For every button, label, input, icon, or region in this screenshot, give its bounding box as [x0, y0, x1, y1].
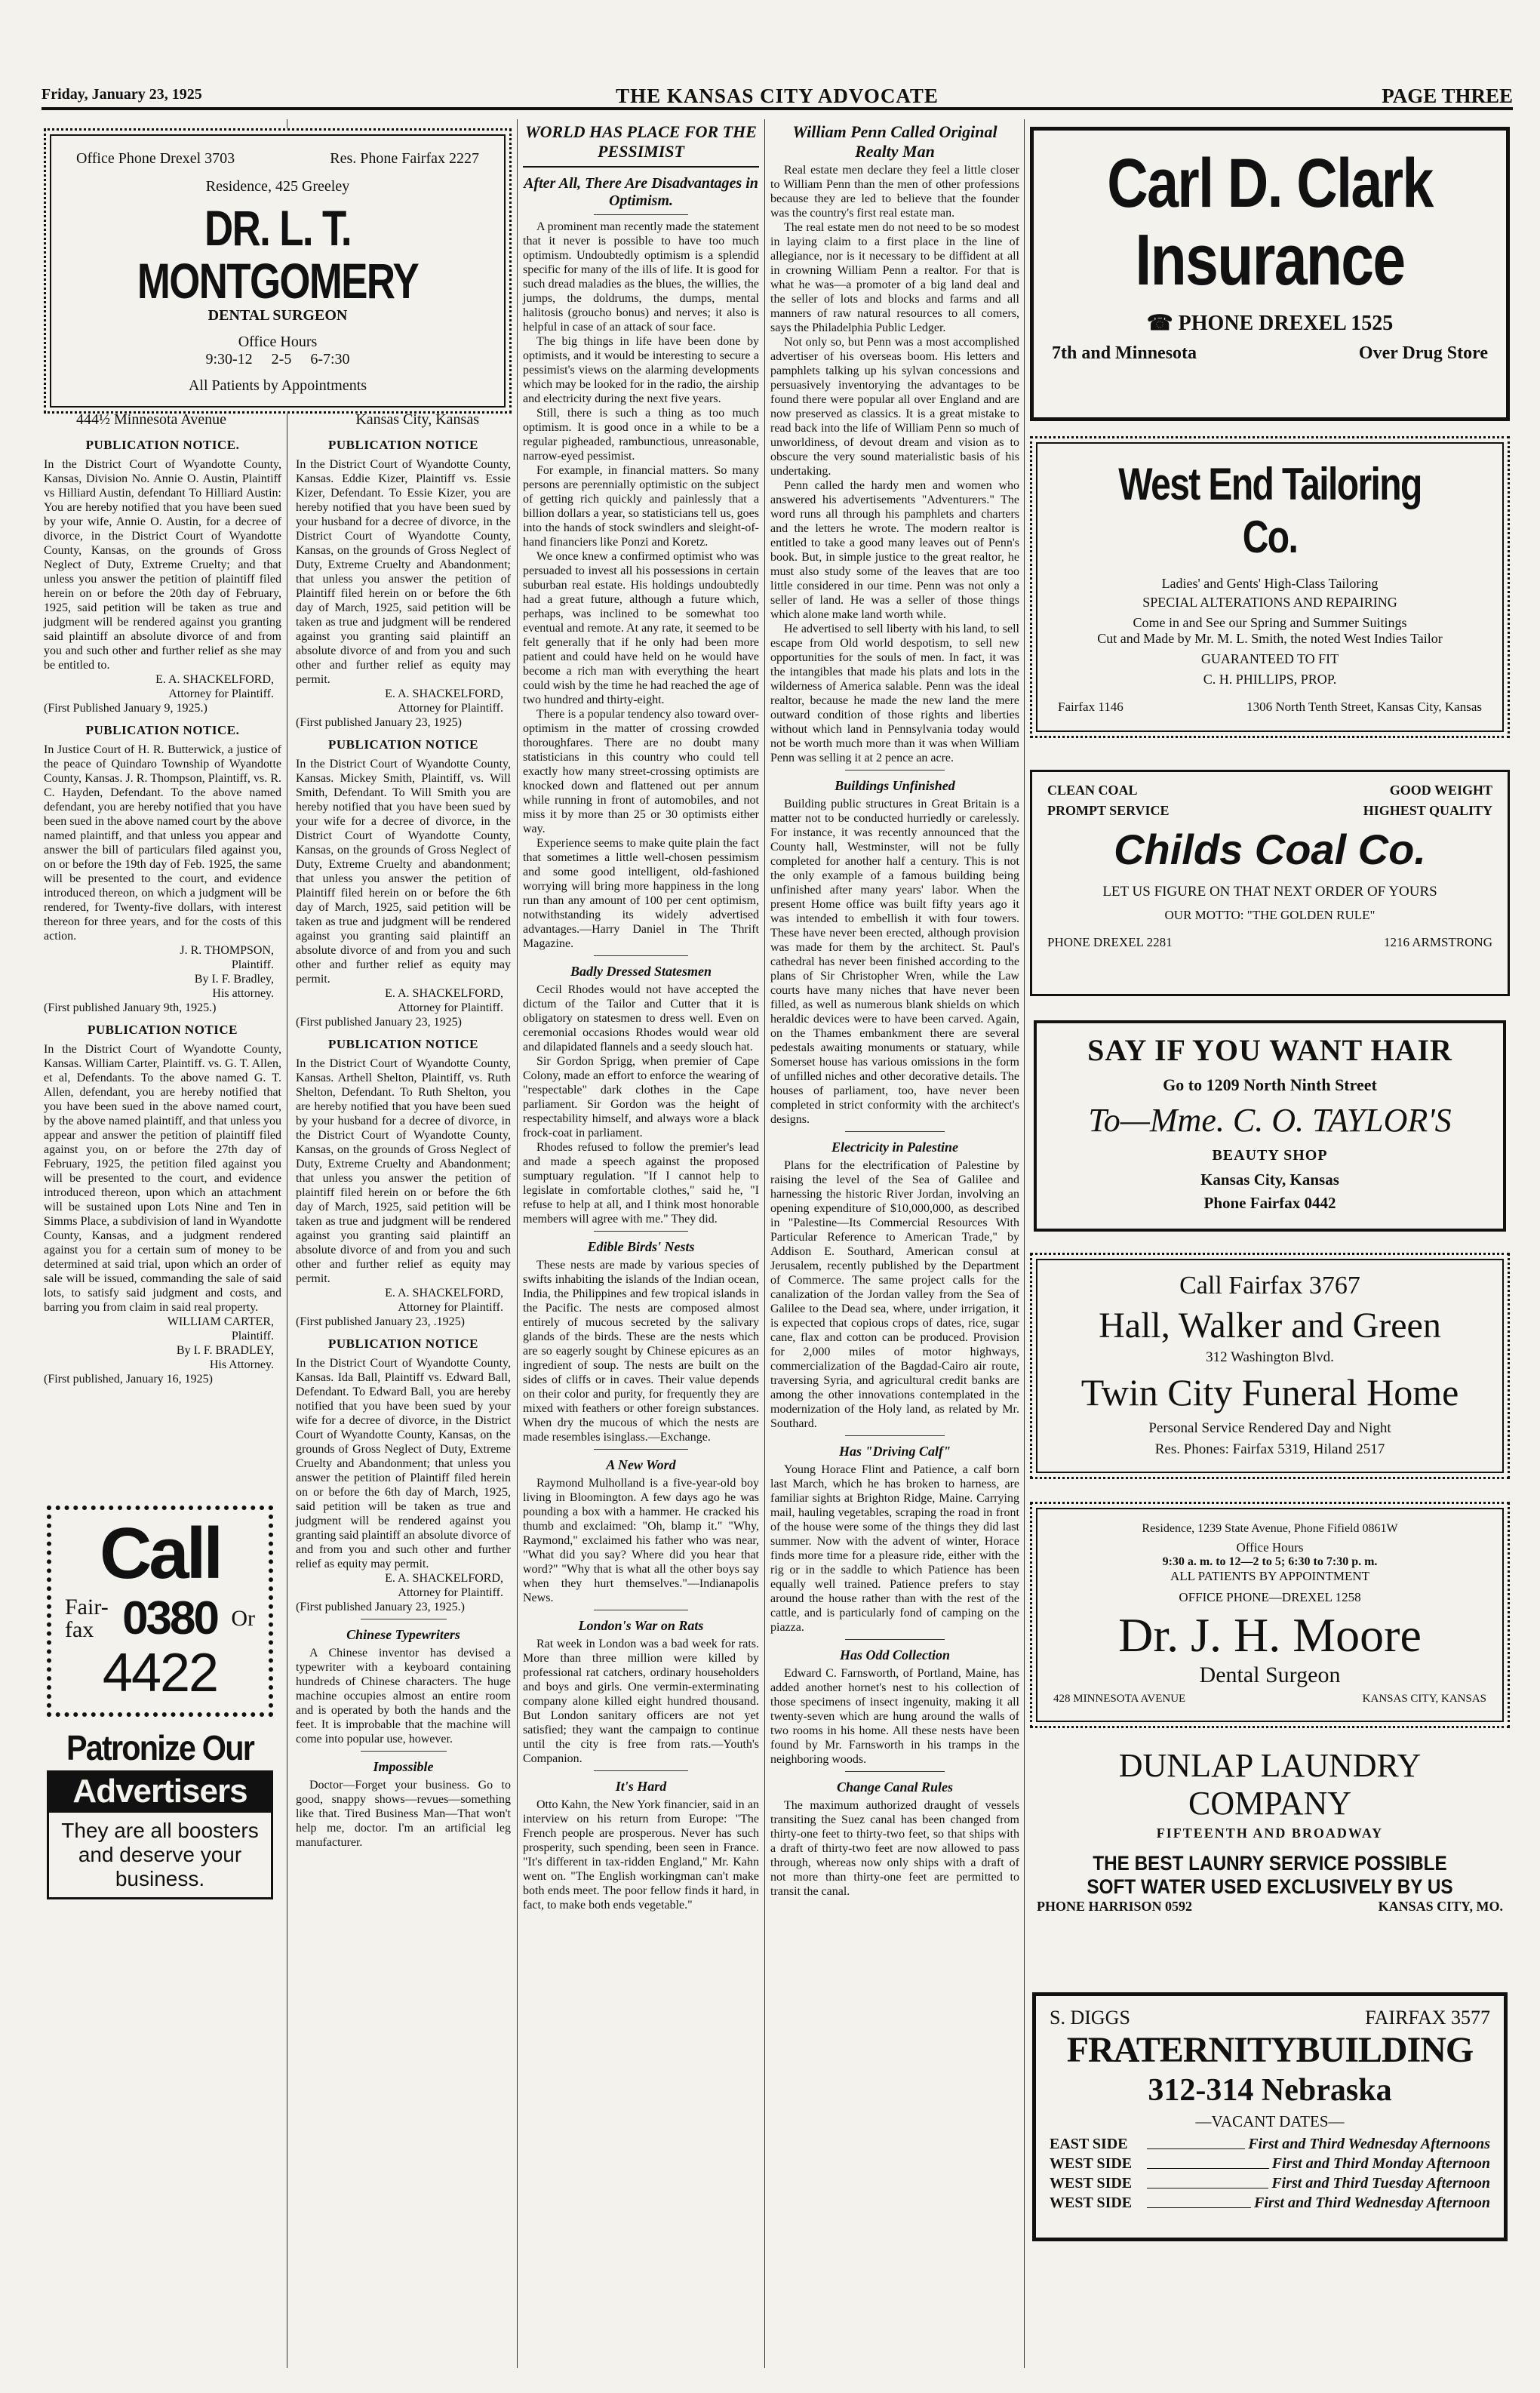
phone-4422: 4422	[102, 1643, 218, 1703]
article-odd-collection: Has Odd Collection Edward C. Farnsworth, of Portland, Maine, has added another hornet's nest to his collection of those specimens of insect ingenuity, making it all twenty-seven which are hung around the walls of two rooms in his home. All these nests have been found by Mr. Farnsworth in his tramps in the neighboring woods.	[770, 1647, 1019, 1766]
funeral-service: Personal Service Rendered Day and Night	[1148, 1420, 1391, 1436]
childs-name: Childs Coal Co.	[1114, 826, 1426, 873]
childs-ml: PROMPT SERVICE	[1047, 803, 1170, 818]
clark-insurance-ad	[1030, 127, 1510, 421]
article-pessimist: WORLD HAS PLACE FOR THE PESSIMIST After All, There Are Disadvantages in Optimism. A prominent man recently made the statement that it never is possible to have too much optimism. Undoubtedly optimism is a splendid specific for many of the ills of life. It is good for such dread maladies as the blues, the willies, the jumps, the doldrums, the dumps, mental halitosis (groucho bonus) and nerves; it also is helpful in case of an attack of sour face. The big things in life have been done by optimists, and it would be interesting to secure a pessimist's views on the alarming developments which may be looked for in the radio, the airship and electricity during the next five years. Still, there is such a thing as too much optimism. It is good once in a while to be a regular pigheaded, rambunctious, unreasonable, narrow-eyed pessimist. For example, in financial matters. So many persons are perennially optimistic on the subject of getting rich quickly and painlessly that a billion dollars a year, so statisticians tell us, goes into the hands of stock swindlers and sleight-of-hand financiers like Ponzi and Koretz. We once knew a confirmed optimist who was persuaded to invest all his possessions in certain suburban real estate. His holdings undoubtedly had a great future, although a future which, perhaps, was inclined to be somewhat too eventual and remote. At any rate, it seemed to be felt generally that if he only had been more patient and could have held on he would have become a rich man with everything the heart could wish by the time he had reached the age of two hundred and thirty-eight. There is a popular tendency also toward over-optimism in the matter of crossing crowded thoroughfares. There are no doubt many statisticians in this country who could tell exactly how many street-crossing optimists are knocked down and flattened out per annum while running in front of automobiles, and not miss it by more than 25 or 30 optimists either way. Experience seems to make quite plain the fact that sometimes a little well-chosen pessimism and some good intelligent, old-fashioned worrying will bring more happiness in the long run than any amount of 100 per cent optimism, notwithstanding its widely advertised advantages.—Harry Daniel in The Thrift Magazine.	[523, 122, 760, 950]
notice-smith: PUBLICATION NOTICE In the District Court of Wyandotte County, Kansas. Mickey Smith, Plaintiff, vs. Will Smith, Defendant. To Will Smith you are hereby notified that you have been sued by your wife for a decree of divorce, in the District Court of Wyandotte County, Kansas, on the grounds of Gross Neglect of Duty, Extreme Cruelty and abandonment; that unless you answer the petition of Plaintiff filed herein on or before the 6th day of March, 1925, said petition will be taken as true and judgment will be rendered against you granting said plaintiff an absolute divorce of and from you and such other and further relief as equity may permit. E. A. SHACKELFORD, Attorney for Plaintiff. (First published January 23, 1925)	[296, 737, 511, 1029]
moore-name: Dr. J. H. Moore	[1118, 1608, 1422, 1662]
taylor-shop: BEAUTY SHOP	[1212, 1147, 1328, 1164]
article-statesmen: Badly Dressed Statesmen Cecil Rhodes would not have accepted the dictum of the Tailor and Cutter that it is obligatory on statesmen to dress well. Even on ceremonial occasions Rhodes would wear old and dilapidated flannels and a seedy slouch hat. Sir Gordon Sprigg, when premier of Cape Colony, made an effort to enforce the wearing of "respectable" dark clothes in the Cape parliament. Sir Gordon was the height of respectability himself, and always wore a black frock-coat in parliament. Rhodes refused to follow the premier's lead and made a speech against the proposed sumptuary regulation. "If I cannot help to legislate in comfortable clothes," said he, "I refuse to help at all, and I think most honorable members will agree with me." They did.	[523, 964, 759, 1226]
montgomery-ad	[44, 128, 512, 428]
moore-hours: 9:30 a. m. to 12—2 to 5; 6:30 to 7:30 p. m.	[1162, 1555, 1378, 1568]
funeral-call: Call Fairfax 3767	[1179, 1272, 1360, 1300]
article-palestine: Electricity in Palestine Plans for the electrification of Palestine by raising the level of the Sea of Galilee and harnessing the historic River Jordan, involving an opening expenditure of $10,000,000, as described in "Palestine—Its Commercial Resources With Particular Reference to American Trade," by Addison E. Southard, American consul at Jerusalem, recently published by the Department of Commerce. The same project calls for the canalization of the Jordan valley from the Sea of Galilee to the Dead sea, where, under irrigation, it is expected that copious crops of dates, rice, sugar cane, flax and cotton can be produced. Provision for 2,000 miles of motor highways, commercialization of the Bagdad-Cairo air route, traversing Syria, and agricultural credit banks are among the other innovations contemplated in the modernization of the Holy land, as related by Mr. Southard.	[770, 1140, 1019, 1430]
childs-phone: PHONE DREXEL 2281	[1047, 935, 1173, 949]
funeral-phones: Res. Phones: Fairfax 5319, Hiland 2517	[1154, 1441, 1385, 1457]
taylor-beauty-ad	[1034, 1020, 1506, 1232]
funeral-home: Twin City Funeral Home	[1080, 1371, 1459, 1413]
clark-address: 7th and Minnesota	[1052, 343, 1197, 363]
taylor-city: Kansas City, Kansas	[1200, 1170, 1339, 1189]
childs-tl: CLEAN COAL	[1047, 783, 1138, 798]
boosters-text: They are all boosters and deserve your business.	[47, 1813, 273, 1899]
moore-residence: Residence, 1239 State Avenue, Phone Fifield 0861W	[1142, 1522, 1398, 1535]
dunlap-line1: DUNLAP LAUNDRY	[1118, 1747, 1422, 1784]
dunlap-line2: COMPANY	[1188, 1785, 1351, 1822]
residence-address: Residence, 425 Greeley	[205, 178, 350, 195]
patronize-heading: Patronize Our	[66, 1728, 254, 1767]
or-word: Or	[231, 1605, 255, 1631]
fraternity-address: 312-314 Nebraska	[1148, 2073, 1392, 2108]
funeral-name: Hall, Walker and Green	[1099, 1306, 1441, 1346]
patronize-ad	[47, 1728, 273, 1917]
childs-mr: HIGHEST QUALITY	[1363, 803, 1492, 818]
clark-insurance: Insurance	[1135, 220, 1405, 300]
west-end-tailoring-ad	[1030, 436, 1510, 738]
fraternity-left: S. DIGGS	[1050, 2007, 1130, 2029]
article-canal: Change Canal Rules The maximum authorized draught of vessels transiting the Suez canal has been changed from thirty-one feet to thirty-two feet, so that ships with a draft of thirty-two feet are now allowed to pass through, whereas now only ships with a draft of not more than thirty-one feet are permitted to transit the canal.	[770, 1779, 1019, 1898]
appointments: All Patients by Appointments	[188, 377, 367, 394]
office-address: 444½ Minnesota Avenue	[76, 411, 227, 428]
notice-austin: PUBLICATION NOTICE. In the District Court of Wyandotte County, Kansas, Division No. Annie O. Austin, Plaintiff vs Hilliard Austin, defendant To Hilliard Austin: You are hereby notified that you have been sued by your wife, Annie O. Austin, for a decree of divorce, in the District Court of Wyandotte County, Kansas, on the grounds of Gross Neglect of Duty, Extreme Cruelty; and that unless you answer the petition of plaintiff filed herein on or before the 20th day of February, 1925, said petition will be taken as true and judgment will be rendered against you granting said plaintiff an absolute divorce of and from you and such other and further relief as she may be entitled to. E. A. SHACKELFORD, Attorney for Plaintiff. (First Published January 9, 1925.)	[44, 438, 281, 715]
newspaper-title: THE KANSAS CITY ADVOCATE	[616, 85, 939, 107]
funeral-address: 312 Washington Blvd.	[1206, 1349, 1334, 1365]
residence-phone: Res. Phone Fairfax 2227	[330, 150, 479, 167]
separator	[845, 1435, 945, 1436]
dunlap-phone: PHONE HARRISON 0592	[1037, 1899, 1193, 1914]
column-4-articles	[770, 119, 1019, 2372]
page-number: PAGE THREE	[1382, 85, 1513, 107]
list-item: WEST SIDE First and Third Tuesday Afternoon	[1050, 2175, 1490, 2192]
fraternity-vacant: —VACANT DATES—	[1195, 2112, 1345, 2130]
west-end-line6: C. H. PHILLIPS, PROP.	[1203, 672, 1337, 687]
article-new-word: A New Word Raymond Mulholland is a five-year-old boy living in Bloomington. A few days ago he was pounding a box with a hammer. He cracked his thumb and exclaimed: "Oh, blamp it." "Why, Raymond," exclaimed his father who was near, "What did you say? Where did you hear that word?" "Why that is what all the other boys say when they hurt themselves."—Indianapolis News.	[523, 1457, 759, 1604]
childs-motto: OUR MOTTO: "THE GOLDEN RULE"	[1164, 908, 1376, 922]
headline: WORLD HAS PLACE FOR THE PESSIMIST	[525, 122, 757, 161]
dentist-name: DR. L. T. MONTGOMERY	[137, 200, 419, 309]
article-its-hard: It's Hard Otto Kahn, the New York financier, said in an interview on his return from Europe: "The French people are prosperous. Never has such prosperity, such spending, been seen in France. "It's different in tax-ridden England," Mr. Kahn went on. "The English workingman can't make both ends meet. The poor fellow finds it hard, in fact, to make both ends vegetable."	[523, 1779, 759, 1912]
list-item: EAST SIDE First and Third Wednesday Afternoons	[1050, 2136, 1490, 2152]
office-phone: Office Phone Drexel 3703	[76, 150, 235, 167]
taylor-line1: Go to 1209 North Ninth Street	[1163, 1075, 1377, 1094]
funeral-home-ad	[1030, 1253, 1510, 1479]
notice-thompson: PUBLICATION NOTICE. In Justice Court of H. R. Butterwick, a justice of the peace of Quindaro Township of Wyandotte County, Kansas. J. R. Thompson, Plaintiff, vs. R. C. Hayden, Defendant. To the above named defendant, you are hereby notified that you have been sued in the above named court by the above named plaintiff, and that unless you appear and answer the bill of particulars filed against you, on or before the 19th day of Feb. 1925, the same will be presented to the court, and evidence introduced thereon, on which a judgment will be rendered, for Twenty-five dollars, with interest thereon for three years, and for the costs of this action. J. R. THOMPSON, Plaintiff. By I. F. Bradley, His attorney. (First published January 9th, 1925.)	[44, 723, 281, 1014]
childs-coal-ad	[1030, 770, 1510, 996]
notice-carter: PUBLICATION NOTICE In the District Court of Wyandotte County, Kansas. William Carter, Plaintiff. vs. G. T. Allen, et al, Defendants. To the above named G. T. Allen, defendant, you are hereby notified that you have been sued in the above named court, by the above named plaintiff, and that unless you appear and answer the petition of plaintiff filed against you, on or before the 27th day of February, 1925, the petition filed against you will be presented to the court, and evidence introduced thereon, upon which an attachment will be sustained upon Lots Nine and Ten in Simms Place, a subdivision of land in Wyandotte County, Kansas, and a judgment rendered against you for a certain sum of money to be determined at said trial, upon which an order of sale will be issued, commanding the sale of said lots, to satisfy said judgment and costs, and barring you from claim in said real property. WILLIAM CARTER, Plaintiff. By I. F. BRADLEY, His Attorney. (First published, January 16, 1925)	[44, 1023, 281, 1386]
separator	[845, 1771, 945, 1772]
office-hours: 9:30-12 2-5 6-7:30	[205, 351, 350, 368]
dunlap-city: KANSAS CITY, MO.	[1378, 1899, 1503, 1914]
dunlap-line3: FIFTEENTH AND BROADWAY	[1156, 1826, 1384, 1841]
phone-icon: ☎	[1146, 312, 1179, 335]
notice-shelton: PUBLICATION NOTICE In the District Court of Wyandotte County, Kansas. Arthell Shelton, Plaintiff, vs. Ruth Shelton, Defendant. To Ruth Shelton, you are hereby notified that you have been sued by your husband for a decree of divorce, in the District Court of Wyandotte County, Kansas, on the grounds of Gross Neglect of Duty, Extreme Cruelty and Abandonment; that unless you answer the petition of plaintiff filed herein on or before the 6th day of March, 1925, said petition will be taken as true and judgment will be rendered against you granting said plaintiff an absolute divorce of and from you and such other and further relief as equity may permit. E. A. SHACKELFORD, Attorney for Plaintiff. (First published January 23, .1925)	[296, 1037, 511, 1328]
moore-city: KANSAS CITY, KANSAS	[1362, 1693, 1486, 1705]
article-impossible: Impossible Doctor—Forget your business. Go to good, snappy shows—revues—something like that. Tired Business Man—That won't help me, doctor. I'm an artificial leg manufacturer.	[296, 1759, 511, 1849]
dunlap-line5: SOFT WATER USED EXCLUSIVELY BY US	[1087, 1875, 1453, 1898]
moore-hours-label: Office Hours	[1236, 1540, 1304, 1555]
fraternity-building-ad	[1032, 1992, 1508, 2241]
article-birds-nests: Edible Birds' Nests These nests are made by various species of swifts inhabiting the islands of the Indian ocean, India, the Philippines and few tropical islands in the Pacific. The nests are composed almost entirely of mucous secreted by the salivary glands of the birds. These are the nests which are so eagerly sought by Chinese epicures as an ingredient of soup. The nests are built on the sides of cliffs or in caves. Their value depends on their color and purity, for frequently they are mixed with feathers or other foreign substances. When dry the mucous of which the nests are made resembles isinglass.—Exchange.	[523, 1239, 759, 1444]
fair-word: Fair-	[65, 1594, 109, 1619]
separator	[594, 1770, 688, 1771]
fraternity-name: FRATERNITYBUILDING	[1066, 2030, 1474, 2070]
west-end-line2: SPECIAL ALTERATIONS AND REPAIRING	[1142, 595, 1397, 610]
call-word: Call	[99, 1513, 221, 1594]
subheadline: After All, There Are Disadvantages in Optimism.	[524, 175, 758, 209]
masthead	[41, 85, 1513, 110]
article-buildings: Buildings Unfinished Building public structures in Great Britain is a matter not to be conducted hurriedly or carelessly. For instance, it was recently announced that the County hall, Westminster, will not be fully completed for another half a century. This is not the only example of a famous building being unfinished after many years' labor. When the present Home office was built fifty years ago it was intended to embellish it with four towers. These have never been erected, although provision was made for them by the architect. St. Paul's cathedral has never been finished according to the plans of Sir Christopher Wren, while the Law courts have many niches that have never been filled, as well as numerous blank shields on which heraldic devices were to have been carved. Again, on the Thames embankment there are several pedestals awaiting monuments or statuary, while Somerset house has various omissions in the form of unfilled niches and other decorative details. The houses of parliament, too, have never been completed in strict conformity with the architect's designs.	[770, 778, 1019, 1126]
fraternity-right: FAIRFAX 3577	[1365, 2007, 1490, 2029]
article-rats: London's War on Rats Rat week in London was a bad week for rats. More than three million were killed by professional rat catchers, ordinary householders and boys and girls. One vermin-exterminating company alone killed eight hundred thousand. But London sanitary officers are not yet satisfied; they want the campaign to continue until the city is free from rats.—Youth's Companion.	[523, 1618, 759, 1765]
headline: William Penn Called Original Realty Man	[792, 122, 997, 161]
separator	[845, 1639, 945, 1640]
west-end-line4: Cut and Made by Mr. M. L. Smith, the noted West Indies Tailor	[1097, 631, 1443, 646]
moore-appointments: ALL PATIENTS BY APPOINTMENT	[1170, 1569, 1369, 1583]
moore-office-phone: OFFICE PHONE—DREXEL 1258	[1179, 1590, 1361, 1604]
moore-title: Dental Surgeon	[1199, 1662, 1341, 1687]
childs-address: 1216 ARMSTRONG	[1383, 935, 1492, 949]
dentist-title: DENTAL SURGEON	[207, 307, 348, 324]
fraternity-dates-list	[1050, 2134, 1490, 2213]
phone-0380: 0380	[122, 1592, 217, 1644]
taylor-head: SAY IF YOU WANT HAIR	[1087, 1033, 1452, 1067]
west-end-phone: Fairfax 1146	[1058, 700, 1123, 714]
clark-name: Carl D. Clark	[1107, 145, 1433, 222]
advertisers-banner: Advertisers	[47, 1770, 273, 1813]
column-3-articles	[523, 119, 759, 2372]
hours-label: Office Hours	[238, 334, 318, 350]
separator	[594, 214, 688, 215]
west-end-line3: Come in and See our Spring and Summer Suitings	[1133, 615, 1407, 630]
west-end-address: 1306 North Tenth Street, Kansas City, Kansas	[1246, 700, 1482, 714]
dunlap-laundry-ad	[1032, 1747, 1508, 1973]
article-chinese-typewriters: Chinese Typewriters A Chinese inventor has devised a typewriter with a keyboard containing hundreds of Chinese characters. The huge machine occupies almost an entire room and is operated by both the hands and the feet. It is improbable that the machine will come into popular use, however.	[296, 1627, 511, 1746]
column-2-notices	[296, 430, 511, 2370]
west-end-line1: Ladies' and Gents' High-Class Tailoring	[1161, 576, 1379, 591]
clark-phone: PHONE DREXEL 1525	[1178, 312, 1394, 335]
separator	[361, 1751, 447, 1752]
list-item: WEST SIDE First and Third Monday Afternoon	[1050, 2155, 1490, 2172]
notice-kizer: PUBLICATION NOTICE In the District Court of Wyandotte County, Kansas. Eddie Kizer, Plaintiff vs. Essie Kizer, Defendant. To Essie Kizer, you are hereby notified that you have been sued by your husband for a decree of divorce, in the District Court of Wyandotte County, Kansas, on the grounds of Gross Neglect of Duty, Extreme Cruelty and Abandonment; that unless you answer the petition of Plaintiff filed herein on or before the 6th day of March, 1925, said petition will be taken as true and judgment will be rendered against you granting said plaintiff an absolute divorce of and from you and such other and further relief as equity may permit. E. A. SHACKELFORD, Attorney for Plaintiff. (First published January 23, 1925)	[296, 438, 511, 729]
taylor-name: To—Mme. C. O. TAYLOR'S	[1088, 1102, 1452, 1139]
issue-date: Friday, January 23, 1925	[41, 86, 202, 103]
west-end-line5: GUARANTEED TO FIT	[1200, 651, 1339, 666]
list-item: WEST SIDE First and Third Wednesday Afternoon	[1050, 2195, 1490, 2211]
office-city: Kansas City, Kansas	[355, 411, 479, 428]
childs-tr: GOOD WEIGHT	[1389, 783, 1492, 798]
childs-line1: LET US FIGURE ON THAT NEXT ORDER OF YOURS	[1102, 884, 1437, 900]
separator	[594, 955, 688, 956]
separator	[594, 1231, 688, 1232]
dunlap-line4: THE BEST LAUNRY SERVICE POSSIBLE	[1093, 1852, 1447, 1875]
separator	[594, 1449, 688, 1450]
notice-ball: PUBLICATION NOTICE In the District Court of Wyandotte County, Kansas. Ida Ball, Plaintiff vs. Edward Ball, Defendant. To Edward Ball, you are hereby notified that you have been sued by your wife for a decree of divorce, in the District Court of Wyandotte County, Kansas, on the grounds of Gross Neglect of Duty, Extreme Cruelty and Abandonment; that unless you answer the petition of Plaintiff filed herein on or before the 6th day of March, 1925, said petition will be taken as true and judgment will be rendered against you granting said plaintiff an absolute divorce of and from you and such other and further relief as equity may permit. E. A. SHACKELFORD, Attorney for Plaintiff. (First published January 23, 1925.)	[296, 1336, 511, 1613]
moore-address: 428 MINNESOTA AVENUE	[1053, 1693, 1186, 1705]
column-1-notices	[44, 430, 281, 1483]
taylor-phone: Phone Fairfax 0442	[1203, 1194, 1336, 1212]
article-driving-calf: Has "Driving Calf" Young Horace Flint and Patience, a calf born last March, which he has broken to harness, are familiar sights at Brighton Ridge, Maine. Carrying mail, hauling vegetables, scraping the road in front of the house were some of the things they did last summer. Now with the advent of winter, Horace finds more time for a pleasure ride, either with the rig or in the saddle to which Patience has been equally well trained. Patience prefers to stay around the house rather than with the rest of the cattle, and is particularly fond of camping on the piazza.	[770, 1444, 1019, 1634]
call-fairfax-ad	[47, 1506, 273, 1717]
clark-location: Over Drug Store	[1358, 343, 1488, 363]
column-rule	[1024, 119, 1025, 2368]
west-end-name: West End Tailoring Co.	[1118, 459, 1422, 562]
column-rule	[764, 119, 765, 2368]
rule	[523, 166, 759, 168]
moore-dentist-ad	[1030, 1502, 1510, 1728]
article-penn: William Penn Called Original Realty Man Real estate men declare they feel a little closer to William Penn than the men of other professions because they are led to believe that the founder was the country's first real estate man. The real estate men do not need to be so modest in laying claim to a first place in the line of allegiance, nor is it necessary to be diffident at all in crowning William Penn a realtor. For that is what he was—a promoter of a big land deal and the seller of lots and blocks and farms and all manners of raw natural resources to all comers, says the Philadelphia Public Ledger. Not only so, but Penn was a most accomplished advertiser of his overseas boom. His letters and pamphlets talking up his sylvan concessions and persuasively inventorying the advantages to be found there were popular all over England and are now preserved as classics. It is a great mistake to read back into the life of William Penn so much of unworldiness, of devout dream and vision as to obscure the very sound materialistic basis of his undertaking. Penn called the hardy men and women who answered his advertisements "Adventurers." The word runs all through his pamphlets and charters and the letters he wrote. The modern realtor is entitled to take a good many leaves out of Penn's book. But, in simple justice to the great realtor, he must also study some of the leaves that are too little considered in our time. Penn was not only a seller of land. He was a seller of those things which alone make land worth while. He advertised to sell liberty with his land, to sell escape from Old world despotism, to sell new opportunities for the souls of men. In fact, it was the intangibles that made his plats and lots in the wilderness of America salable. Penn was the ideal realtor, because he made the new land the mere outward condition of those rights and liberties without which land in Pennsylvania today would not be worth much more than it was when William Penn was selling it at 2 pence an acre.	[770, 122, 1019, 764]
separator	[845, 1131, 945, 1132]
column-rule	[517, 119, 518, 2368]
fax-word: fax	[65, 1616, 94, 1642]
